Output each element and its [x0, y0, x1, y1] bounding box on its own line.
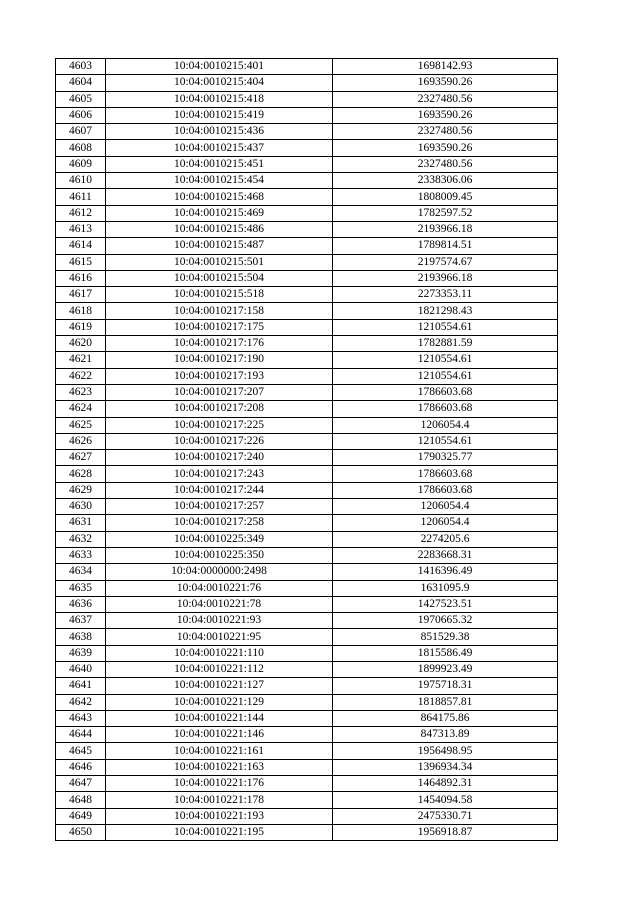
table-row	[56, 710, 558, 726]
table-row	[56, 75, 558, 91]
row-number-cell: 4623	[56, 384, 106, 400]
cadastral-number-cell: 10:04:0010217:243	[106, 466, 333, 482]
cadastral-value-cell: 1899923.49	[333, 661, 558, 677]
row-number-cell: 4621	[56, 352, 106, 368]
table-row	[56, 499, 558, 515]
cadastral-value-cell: 2283668.31	[333, 547, 558, 563]
row-number-cell: 4647	[56, 776, 106, 792]
cadastral-value-cell: 1210554.61	[333, 319, 558, 335]
cadastral-number-cell: 10:04:0010221:178	[106, 792, 333, 808]
table-row	[56, 727, 558, 743]
row-number-cell: 4632	[56, 531, 106, 547]
row-number-cell: 4639	[56, 645, 106, 661]
row-number-cell: 4648	[56, 792, 106, 808]
cadastral-value-cell: 2193966.18	[333, 270, 558, 286]
table-row	[56, 173, 558, 189]
cadastral-value-cell: 1693590.26	[333, 75, 558, 91]
cadastral-value-cell: 1210554.61	[333, 433, 558, 449]
row-number-cell: 4625	[56, 417, 106, 433]
table-row	[56, 824, 558, 840]
row-number-cell: 4650	[56, 824, 106, 840]
cadastral-value-cell: 1789814.51	[333, 238, 558, 254]
cadastral-number-cell: 10:04:0010215:454	[106, 173, 333, 189]
cadastral-value-cell: 1975718.31	[333, 678, 558, 694]
cadastral-value-cell: 2327480.56	[333, 124, 558, 140]
table-row	[56, 433, 558, 449]
table-row	[56, 759, 558, 775]
cadastral-number-cell: 10:04:0010217:190	[106, 352, 333, 368]
table-row	[56, 694, 558, 710]
row-number-cell: 4630	[56, 499, 106, 515]
table-row	[56, 450, 558, 466]
cadastral-value-cell: 1210554.61	[333, 352, 558, 368]
row-number-cell: 4611	[56, 189, 106, 205]
cadastral-number-cell: 10:04:0010217:208	[106, 401, 333, 417]
cadastral-number-cell: 10:04:0010215:469	[106, 205, 333, 221]
cadastral-number-cell: 10:04:0010217:207	[106, 384, 333, 400]
table-row	[56, 238, 558, 254]
table-row	[56, 743, 558, 759]
cadastral-value-cell: 2327480.56	[333, 156, 558, 172]
cadastral-number-cell: 10:04:0010215:486	[106, 221, 333, 237]
table-row	[56, 482, 558, 498]
cadastral-value-cell: 1416396.49	[333, 564, 558, 580]
row-number-cell: 4606	[56, 107, 106, 123]
cadastral-number-cell: 10:04:0010221:193	[106, 808, 333, 824]
row-number-cell: 4617	[56, 287, 106, 303]
table-row	[56, 368, 558, 384]
cadastral-value-cell: 1464892.31	[333, 776, 558, 792]
cadastral-value-cell: 1815586.49	[333, 645, 558, 661]
cadastral-value-cell: 2274205.6	[333, 531, 558, 547]
cadastral-number-cell: 10:04:0010221:129	[106, 694, 333, 710]
row-number-cell: 4618	[56, 303, 106, 319]
cadastral-number-cell: 10:04:0000000:2498	[106, 564, 333, 580]
table-row	[56, 303, 558, 319]
row-number-cell: 4646	[56, 759, 106, 775]
cadastral-value-cell: 1956498.95	[333, 743, 558, 759]
cadastral-number-cell: 10:04:0010221:163	[106, 759, 333, 775]
table-row	[56, 59, 558, 75]
row-number-cell: 4615	[56, 254, 106, 270]
row-number-cell: 4644	[56, 727, 106, 743]
table-row	[56, 629, 558, 645]
cadastral-value-cell: 1396934.34	[333, 759, 558, 775]
table-row	[56, 401, 558, 417]
cadastral-value-cell: 1427523.51	[333, 596, 558, 612]
table-row	[56, 792, 558, 808]
row-number-cell: 4624	[56, 401, 106, 417]
row-number-cell: 4608	[56, 140, 106, 156]
cadastral-value-cell: 1698142.93	[333, 59, 558, 75]
row-number-cell: 4645	[56, 743, 106, 759]
row-number-cell: 4642	[56, 694, 106, 710]
cadastral-value-cell: 2338306.06	[333, 173, 558, 189]
row-number-cell: 4604	[56, 75, 106, 91]
row-number-cell: 4631	[56, 515, 106, 531]
row-number-cell: 4636	[56, 596, 106, 612]
row-number-cell: 4607	[56, 124, 106, 140]
cadastral-value-cell: 1206054.4	[333, 499, 558, 515]
table-row	[56, 254, 558, 270]
cadastral-number-cell: 10:04:0010217:176	[106, 336, 333, 352]
cadastral-value-cell: 1782881.59	[333, 336, 558, 352]
row-number-cell: 4641	[56, 678, 106, 694]
table-row	[56, 661, 558, 677]
cadastral-number-cell: 10:04:0010215:437	[106, 140, 333, 156]
cadastral-value-table	[55, 58, 558, 841]
cadastral-value-cell: 847313.89	[333, 727, 558, 743]
cadastral-value-cell: 1693590.26	[333, 107, 558, 123]
row-number-cell: 4635	[56, 580, 106, 596]
table-row	[56, 547, 558, 563]
table-row	[56, 156, 558, 172]
cadastral-value-cell: 1956918.87	[333, 824, 558, 840]
cadastral-number-cell: 10:04:0010215:518	[106, 287, 333, 303]
row-number-cell: 4603	[56, 59, 106, 75]
row-number-cell: 4612	[56, 205, 106, 221]
cadastral-value-cell: 2475330.71	[333, 808, 558, 824]
cadastral-number-cell: 10:04:0010221:110	[106, 645, 333, 661]
cadastral-value-cell: 1782597.52	[333, 205, 558, 221]
cadastral-value-cell: 1786603.68	[333, 401, 558, 417]
cadastral-number-cell: 10:04:0010215:468	[106, 189, 333, 205]
row-number-cell: 4609	[56, 156, 106, 172]
cadastral-number-cell: 10:04:0010221:76	[106, 580, 333, 596]
row-number-cell: 4620	[56, 336, 106, 352]
table-row	[56, 140, 558, 156]
cadastral-number-cell: 10:04:0010221:146	[106, 727, 333, 743]
row-number-cell: 4643	[56, 710, 106, 726]
row-number-cell: 4616	[56, 270, 106, 286]
cadastral-number-cell: 10:04:0010225:350	[106, 547, 333, 563]
cadastral-number-cell: 10:04:0010217:257	[106, 499, 333, 515]
cadastral-value-cell: 1206054.4	[333, 417, 558, 433]
table-row	[56, 384, 558, 400]
cadastral-number-cell: 10:04:0010217:193	[106, 368, 333, 384]
cadastral-number-cell: 10:04:0010215:504	[106, 270, 333, 286]
row-number-cell: 4628	[56, 466, 106, 482]
table-row	[56, 336, 558, 352]
cadastral-number-cell: 10:04:0010215:418	[106, 91, 333, 107]
table-row	[56, 580, 558, 596]
cadastral-number-cell: 10:04:0010221:195	[106, 824, 333, 840]
cadastral-value-cell: 1786603.68	[333, 384, 558, 400]
row-number-cell: 4613	[56, 221, 106, 237]
row-number-cell: 4637	[56, 613, 106, 629]
table-row	[56, 531, 558, 547]
row-number-cell: 4633	[56, 547, 106, 563]
cadastral-number-cell: 10:04:0010225:349	[106, 531, 333, 547]
cadastral-number-cell: 10:04:0010221:95	[106, 629, 333, 645]
table-row	[56, 515, 558, 531]
row-number-cell: 4614	[56, 238, 106, 254]
cadastral-number-cell: 10:04:0010215:419	[106, 107, 333, 123]
cadastral-value-cell: 1808009.45	[333, 189, 558, 205]
row-number-cell: 4619	[56, 319, 106, 335]
cadastral-number-cell: 10:04:0010221:112	[106, 661, 333, 677]
row-number-cell: 4627	[56, 450, 106, 466]
cadastral-value-cell: 1818857.81	[333, 694, 558, 710]
table-body	[56, 59, 558, 841]
table-row	[56, 808, 558, 824]
cadastral-value-cell: 1821298.43	[333, 303, 558, 319]
cadastral-value-cell: 864175.86	[333, 710, 558, 726]
cadastral-value-cell: 1210554.61	[333, 368, 558, 384]
row-number-cell: 4634	[56, 564, 106, 580]
table-row	[56, 613, 558, 629]
row-number-cell: 4622	[56, 368, 106, 384]
row-number-cell: 4605	[56, 91, 106, 107]
cadastral-number-cell: 10:04:0010217:244	[106, 482, 333, 498]
cadastral-value-cell: 1786603.68	[333, 482, 558, 498]
cadastral-value-cell: 1790325.77	[333, 450, 558, 466]
table-row	[56, 91, 558, 107]
cadastral-value-cell: 1454094.58	[333, 792, 558, 808]
table-row	[56, 319, 558, 335]
cadastral-number-cell: 10:04:0010215:436	[106, 124, 333, 140]
cadastral-number-cell: 10:04:0010217:225	[106, 417, 333, 433]
table-row	[56, 221, 558, 237]
cadastral-value-cell: 2193966.18	[333, 221, 558, 237]
cadastral-number-cell: 10:04:0010215:451	[106, 156, 333, 172]
cadastral-number-cell: 10:04:0010217:158	[106, 303, 333, 319]
cadastral-value-cell: 1631095.9	[333, 580, 558, 596]
cadastral-value-cell: 1206054.4	[333, 515, 558, 531]
table-row	[56, 287, 558, 303]
table-row	[56, 596, 558, 612]
table-row	[56, 417, 558, 433]
row-number-cell: 4629	[56, 482, 106, 498]
cadastral-value-cell: 851529.38	[333, 629, 558, 645]
cadastral-number-cell: 10:04:0010215:487	[106, 238, 333, 254]
cadastral-number-cell: 10:04:0010221:176	[106, 776, 333, 792]
table-row	[56, 205, 558, 221]
row-number-cell: 4626	[56, 433, 106, 449]
cadastral-number-cell: 10:04:0010221:161	[106, 743, 333, 759]
table-row	[56, 678, 558, 694]
cadastral-number-cell: 10:04:0010215:401	[106, 59, 333, 75]
table-row	[56, 645, 558, 661]
cadastral-number-cell: 10:04:0010217:240	[106, 450, 333, 466]
cadastral-value-cell: 1693590.26	[333, 140, 558, 156]
row-number-cell: 4649	[56, 808, 106, 824]
table-row	[56, 189, 558, 205]
table-row	[56, 466, 558, 482]
row-number-cell: 4610	[56, 173, 106, 189]
cadastral-number-cell: 10:04:0010221:144	[106, 710, 333, 726]
table-row	[56, 124, 558, 140]
cadastral-number-cell: 10:04:0010215:404	[106, 75, 333, 91]
cadastral-number-cell: 10:04:0010217:258	[106, 515, 333, 531]
cadastral-number-cell: 10:04:0010217:175	[106, 319, 333, 335]
row-number-cell: 4640	[56, 661, 106, 677]
cadastral-value-cell: 1970665.32	[333, 613, 558, 629]
table-row	[56, 776, 558, 792]
table-row	[56, 107, 558, 123]
cadastral-value-cell: 1786603.68	[333, 466, 558, 482]
table-row	[56, 352, 558, 368]
row-number-cell: 4638	[56, 629, 106, 645]
table-row	[56, 270, 558, 286]
table-row	[56, 564, 558, 580]
cadastral-number-cell: 10:04:0010217:226	[106, 433, 333, 449]
cadastral-number-cell: 10:04:0010215:501	[106, 254, 333, 270]
cadastral-number-cell: 10:04:0010221:127	[106, 678, 333, 694]
cadastral-number-cell: 10:04:0010221:78	[106, 596, 333, 612]
cadastral-number-cell: 10:04:0010221:93	[106, 613, 333, 629]
cadastral-value-cell: 2197574.67	[333, 254, 558, 270]
cadastral-value-cell: 2327480.56	[333, 91, 558, 107]
cadastral-value-cell: 2273353.11	[333, 287, 558, 303]
